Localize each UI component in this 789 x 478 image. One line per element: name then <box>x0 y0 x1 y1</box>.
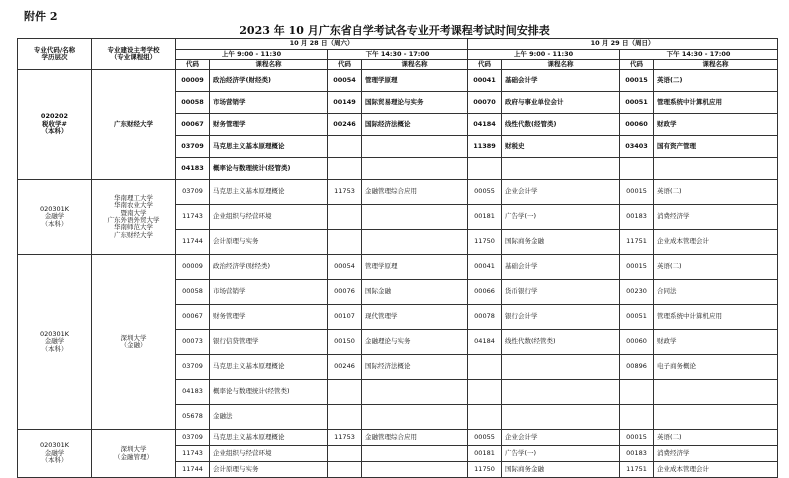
header-day2-am: 上午 9:00 - 11:30 <box>468 50 620 60</box>
course-code-cell: 00054 <box>328 70 362 92</box>
course-name-cell: 金融管理综合应用 <box>362 430 468 446</box>
course-code-cell: 11743 <box>176 205 210 230</box>
course-name-cell: 马克思主义基本原理概论 <box>210 180 328 205</box>
course-name-cell: 英语(二) <box>654 430 778 446</box>
course-name-cell <box>502 380 620 405</box>
course-code-cell <box>328 230 362 255</box>
course-code-cell: 04184 <box>468 114 502 136</box>
course-code-cell: 00246 <box>328 355 362 380</box>
course-code-cell: 00015 <box>620 180 654 205</box>
course-name-cell: 管理系统中计算机应用 <box>654 92 778 114</box>
course-code-cell: 00051 <box>620 305 654 330</box>
header-day1-am: 上午 9:00 - 11:30 <box>176 50 328 60</box>
course-code-cell: 00149 <box>328 92 362 114</box>
course-name-cell: 企业成本管理会计 <box>654 230 778 255</box>
school-cell: 深圳大学 （金融） <box>92 255 176 430</box>
course-code-cell: 11753 <box>328 180 362 205</box>
course-code-cell <box>328 446 362 462</box>
course-name-cell <box>362 380 468 405</box>
course-name-cell: 消费经济学 <box>654 205 778 230</box>
course-name-cell: 国有资产管理 <box>654 136 778 158</box>
header-name: 课程名称 <box>502 60 620 70</box>
table-row <box>18 255 778 280</box>
course-code-cell: 00054 <box>328 255 362 280</box>
course-name-cell: 马克思主义基本原理概论 <box>210 430 328 446</box>
major-cell: 020301K 金融学 （本科） <box>18 255 92 430</box>
page-title: 2023 年 10 月广东省自学考试各专业开考课程考试时间安排表 <box>239 24 550 37</box>
course-name-cell: 基础会计学 <box>502 70 620 92</box>
course-name-cell: 国际经济法概论 <box>362 114 468 136</box>
course-name-cell <box>502 158 620 180</box>
course-name-cell: 政府与事业单位会计 <box>502 92 620 114</box>
table-row <box>18 430 778 446</box>
course-name-cell <box>502 405 620 430</box>
course-name-cell: 管理学原理 <box>362 70 468 92</box>
course-name-cell: 企业会计学 <box>502 180 620 205</box>
course-name-cell <box>654 405 778 430</box>
course-name-cell: 政治经济学(财经类) <box>210 255 328 280</box>
course-code-cell <box>468 380 502 405</box>
course-code-cell: 00181 <box>468 205 502 230</box>
header-major: 专业代码/名称 学历层次 <box>18 39 92 70</box>
course-name-cell: 企业成本管理会计 <box>654 462 778 478</box>
course-code-cell: 00896 <box>620 355 654 380</box>
course-code-cell: 00060 <box>620 114 654 136</box>
course-code-cell <box>328 136 362 158</box>
course-name-cell: 英语(二) <box>654 255 778 280</box>
course-name-cell: 现代管理学 <box>362 305 468 330</box>
course-name-cell: 财税史 <box>502 136 620 158</box>
course-name-cell: 财政学 <box>654 114 778 136</box>
course-name-cell: 广告学(一) <box>502 205 620 230</box>
header-day2-pm: 下午 14:30 - 17:00 <box>620 50 778 60</box>
course-code-cell: 11389 <box>468 136 502 158</box>
course-code-cell: 03709 <box>176 180 210 205</box>
schedule-body <box>18 70 778 478</box>
course-name-cell: 市场营销学 <box>210 280 328 305</box>
course-code-cell: 11751 <box>620 462 654 478</box>
course-name-cell: 金融法 <box>210 405 328 430</box>
course-name-cell <box>362 405 468 430</box>
course-code-cell: 00181 <box>468 446 502 462</box>
course-name-cell: 概率论与数理统计(经管类) <box>210 158 328 180</box>
school-cell: 广东财经大学 <box>92 70 176 180</box>
course-name-cell: 金融理论与实务 <box>362 330 468 355</box>
course-code-cell: 00041 <box>468 255 502 280</box>
course-code-cell <box>468 355 502 380</box>
course-code-cell: 00070 <box>468 92 502 114</box>
course-code-cell: 11750 <box>468 230 502 255</box>
header-code: 代码 <box>176 60 210 70</box>
major-cell: 020301K 金融学 （本科） <box>18 430 92 478</box>
course-name-cell: 管理学原理 <box>362 255 468 280</box>
course-name-cell: 金融管理综合应用 <box>362 180 468 205</box>
course-code-cell: 00055 <box>468 430 502 446</box>
course-name-cell: 国际金融 <box>362 280 468 305</box>
course-name-cell: 财政学 <box>654 330 778 355</box>
course-code-cell: 11753 <box>328 430 362 446</box>
course-name-cell: 基础会计学 <box>502 255 620 280</box>
header-code: 代码 <box>468 60 502 70</box>
course-name-cell: 企业组织与经营环境 <box>210 205 328 230</box>
course-code-cell: 00015 <box>620 430 654 446</box>
course-name-cell <box>362 446 468 462</box>
course-name-cell: 财务管理学 <box>210 305 328 330</box>
course-code-cell: 00067 <box>176 305 210 330</box>
course-name-cell: 马克思主义基本原理概论 <box>210 136 328 158</box>
course-code-cell: 00058 <box>176 280 210 305</box>
course-code-cell: 03403 <box>620 136 654 158</box>
course-name-cell <box>362 158 468 180</box>
course-name-cell: 线性代数(经管类) <box>502 114 620 136</box>
course-code-cell: 11744 <box>176 462 210 478</box>
header-school: 专业建设主考学校 （专业课程组） <box>92 39 176 70</box>
course-name-cell <box>362 205 468 230</box>
course-name-cell: 国际贸易理论与实务 <box>362 92 468 114</box>
course-name-cell: 银行会计学 <box>502 305 620 330</box>
header-name: 课程名称 <box>362 60 468 70</box>
course-code-cell: 04183 <box>176 380 210 405</box>
course-code-cell: 00076 <box>328 280 362 305</box>
course-name-cell <box>654 158 778 180</box>
course-name-cell: 企业会计学 <box>502 430 620 446</box>
course-name-cell <box>654 380 778 405</box>
course-code-cell <box>328 405 362 430</box>
course-name-cell: 英语(二) <box>654 180 778 205</box>
course-name-cell: 马克思主义基本原理概论 <box>210 355 328 380</box>
course-name-cell: 英语(二) <box>654 70 778 92</box>
header-name: 课程名称 <box>654 60 778 70</box>
course-code-cell: 04184 <box>468 330 502 355</box>
table-row <box>18 180 778 205</box>
header-code: 代码 <box>620 60 654 70</box>
course-name-cell: 国际商务金融 <box>502 462 620 478</box>
course-name-cell: 财务管理学 <box>210 114 328 136</box>
course-name-cell: 市场营销学 <box>210 92 328 114</box>
course-code-cell <box>620 405 654 430</box>
school-cell: 华南理工大学 华南农业大学 暨南大学 广东外语外贸大学 华南师范大学 广东财经大学 <box>92 180 176 255</box>
course-code-cell: 03709 <box>176 136 210 158</box>
course-code-cell: 05678 <box>176 405 210 430</box>
course-name-cell: 企业组织与经营环境 <box>210 446 328 462</box>
course-code-cell <box>328 205 362 230</box>
attachment-label: 附件 2 <box>24 10 58 23</box>
course-code-cell: 00183 <box>620 446 654 462</box>
course-name-cell <box>502 355 620 380</box>
course-code-cell: 00058 <box>176 92 210 114</box>
course-code-cell: 00150 <box>328 330 362 355</box>
course-code-cell <box>328 462 362 478</box>
course-code-cell <box>468 158 502 180</box>
course-name-cell: 广告学(一) <box>502 446 620 462</box>
course-code-cell: 03709 <box>176 355 210 380</box>
course-code-cell <box>328 380 362 405</box>
course-code-cell: 11743 <box>176 446 210 462</box>
schedule-table <box>17 38 778 478</box>
course-code-cell: 00055 <box>468 180 502 205</box>
table-row <box>18 70 778 92</box>
course-name-cell: 会计原理与实务 <box>210 462 328 478</box>
course-code-cell: 00067 <box>176 114 210 136</box>
course-code-cell: 11750 <box>468 462 502 478</box>
header-name: 课程名称 <box>210 60 328 70</box>
course-code-cell: 00078 <box>468 305 502 330</box>
course-name-cell: 货币银行学 <box>502 280 620 305</box>
course-code-cell: 00246 <box>328 114 362 136</box>
course-code-cell: 11751 <box>620 230 654 255</box>
header-day1-pm: 下午 14:30 - 17:00 <box>328 50 468 60</box>
course-name-cell <box>362 136 468 158</box>
course-code-cell: 00060 <box>620 330 654 355</box>
course-name-cell: 政治经济学(财经类) <box>210 70 328 92</box>
course-code-cell <box>468 405 502 430</box>
course-name-cell: 消费经济学 <box>654 446 778 462</box>
course-name-cell: 概率论与数理统计(经管类) <box>210 380 328 405</box>
course-code-cell: 00051 <box>620 92 654 114</box>
course-name-cell: 国际商务金融 <box>502 230 620 255</box>
course-code-cell: 00183 <box>620 205 654 230</box>
course-code-cell: 04183 <box>176 158 210 180</box>
course-name-cell: 线性代数(经管类) <box>502 330 620 355</box>
course-name-cell: 会计原理与实务 <box>210 230 328 255</box>
course-code-cell: 00015 <box>620 255 654 280</box>
course-code-cell <box>620 380 654 405</box>
course-code-cell: 00015 <box>620 70 654 92</box>
course-name-cell: 合同法 <box>654 280 778 305</box>
course-name-cell: 管理系统中计算机应用 <box>654 305 778 330</box>
major-cell: 020202 税收学# （本科） <box>18 70 92 180</box>
course-name-cell: 电子商务概论 <box>654 355 778 380</box>
major-cell: 020301K 金融学 （本科） <box>18 180 92 255</box>
course-code-cell: 00009 <box>176 255 210 280</box>
course-code-cell <box>328 158 362 180</box>
course-name-cell: 国际经济法概论 <box>362 355 468 380</box>
course-code-cell: 00073 <box>176 330 210 355</box>
course-code-cell: 00107 <box>328 305 362 330</box>
course-name-cell <box>362 462 468 478</box>
header-code: 代码 <box>328 60 362 70</box>
course-code-cell: 00041 <box>468 70 502 92</box>
school-cell: 深圳大学 （金融管理） <box>92 430 176 478</box>
course-name-cell: 银行信贷管理学 <box>210 330 328 355</box>
header-day2: 10 月 29 日（周日） <box>468 39 778 50</box>
course-code-cell: 11744 <box>176 230 210 255</box>
course-code-cell: 00230 <box>620 280 654 305</box>
course-code-cell: 03709 <box>176 430 210 446</box>
course-code-cell: 00066 <box>468 280 502 305</box>
course-code-cell: 00009 <box>176 70 210 92</box>
course-name-cell <box>362 230 468 255</box>
course-code-cell <box>620 158 654 180</box>
header-day1: 10 月 28 日（周六） <box>176 39 468 50</box>
